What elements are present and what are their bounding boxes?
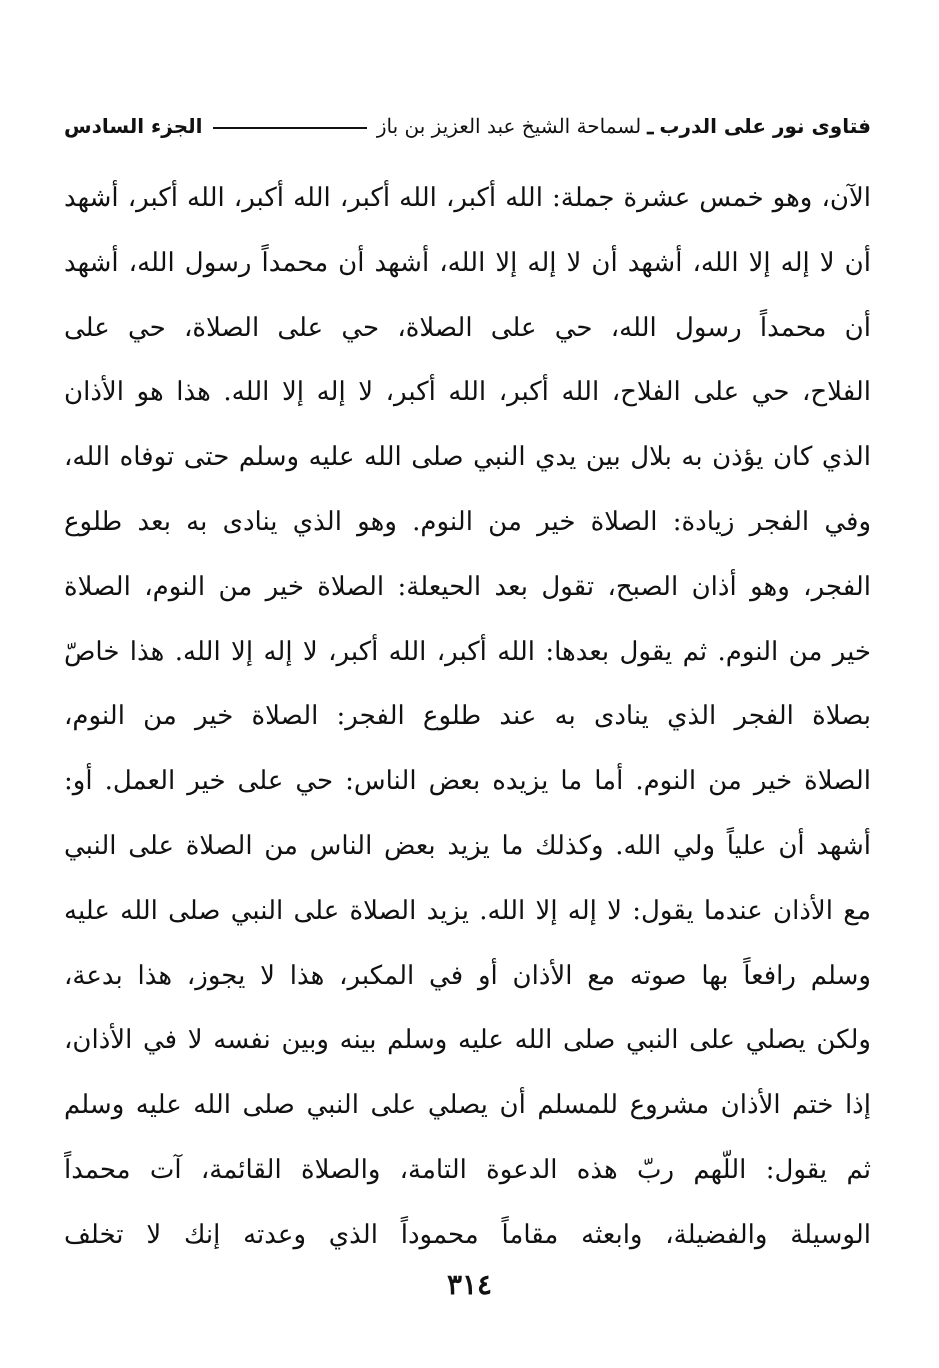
- page-number: ٣١٤: [446, 1268, 493, 1301]
- text-line: الصلاة خير من النوم. أما ما يزيده بعض الناس: حي على خير العمل. أو:: [64, 766, 871, 797]
- text-line: الآن، وهو خمس عشرة جملة: الله أكبر، الله أكبر، الله أكبر، الله أكبر، أشهد: [64, 183, 871, 213]
- text-line: الفلاح، حي على الفلاح، الله أكبر، الله أكبر، لا إله إلا الله. هذا هو الأذان: [64, 377, 871, 408]
- author-name: لسماحة الشيخ عبد العزيز بن باز: [376, 114, 642, 138]
- text-line: ثم يقول: اللّهم ربّ هذه الدعوة التامة، والصلاة القائمة، آت محمداً: [64, 1154, 871, 1185]
- text-line: بصلاة الفجر الذي ينادى به عند طلوع الفجر: الصلاة خير من النوم،: [64, 701, 871, 732]
- text-line: إذا ختم الأذان مشروع للمسلم أن يصلي على النبي صلى الله عليه وسلم: [64, 1090, 871, 1121]
- header-separator: ـ: [647, 113, 654, 139]
- body-text: [64, 166, 871, 1268]
- text-line: مع الأذان عندما يقول: لا إله إلا الله. يزيد الصلاة على النبي صلى الله عليه: [64, 895, 871, 926]
- volume-label: الجزء السادس: [64, 114, 203, 138]
- text-line: أن محمداً رسول الله، حي على الصلاة، حي على الصلاة، حي على: [64, 312, 871, 343]
- text-line: الوسيلة والفضيلة، وابعثه مقاماً محموداً الذي وعدته إنك لا تخلف: [64, 1219, 871, 1250]
- text-line: أن لا إله إلا الله، أشهد أن لا إله إلا الله، أشهد أن محمداً رسول الله، أشهد: [64, 247, 871, 278]
- text-line: الفجر، وهو أذان الصبح، تقول بعد الحيعلة: الصلاة خير من النوم، الصلاة: [64, 571, 871, 602]
- text-line: وسلم رافعاً بها صوته مع الأذان أو في المكبر، هذا لا يجوز، هذا بدعة،: [64, 960, 871, 991]
- book-title: فتاوى نور على الدرب: [659, 114, 871, 138]
- running-header: [64, 108, 871, 144]
- text-line: أشهد أن علياً ولي الله. وكذلك ما يزيد بعض الناس من الصلاة على النبي: [64, 830, 871, 861]
- header-rule: [213, 127, 367, 129]
- text-line: ولكن يصلي على النبي صلى الله عليه وسلم بينه وبين نفسه لا في الأذان،: [64, 1025, 871, 1056]
- text-line: الذي كان يؤذن به بلال بين يدي النبي صلى الله عليه وسلم حتى توفاه الله،: [64, 442, 871, 473]
- text-line: وفي الفجر زيادة: الصلاة خير من النوم. وهو الذي ينادى به بعد طلوع: [64, 506, 871, 537]
- text-line: خير من النوم. ثم يقول بعدها: الله أكبر، الله أكبر، لا إله إلا الله. هذا خاصّ: [64, 636, 871, 667]
- header-title-group: [377, 114, 871, 139]
